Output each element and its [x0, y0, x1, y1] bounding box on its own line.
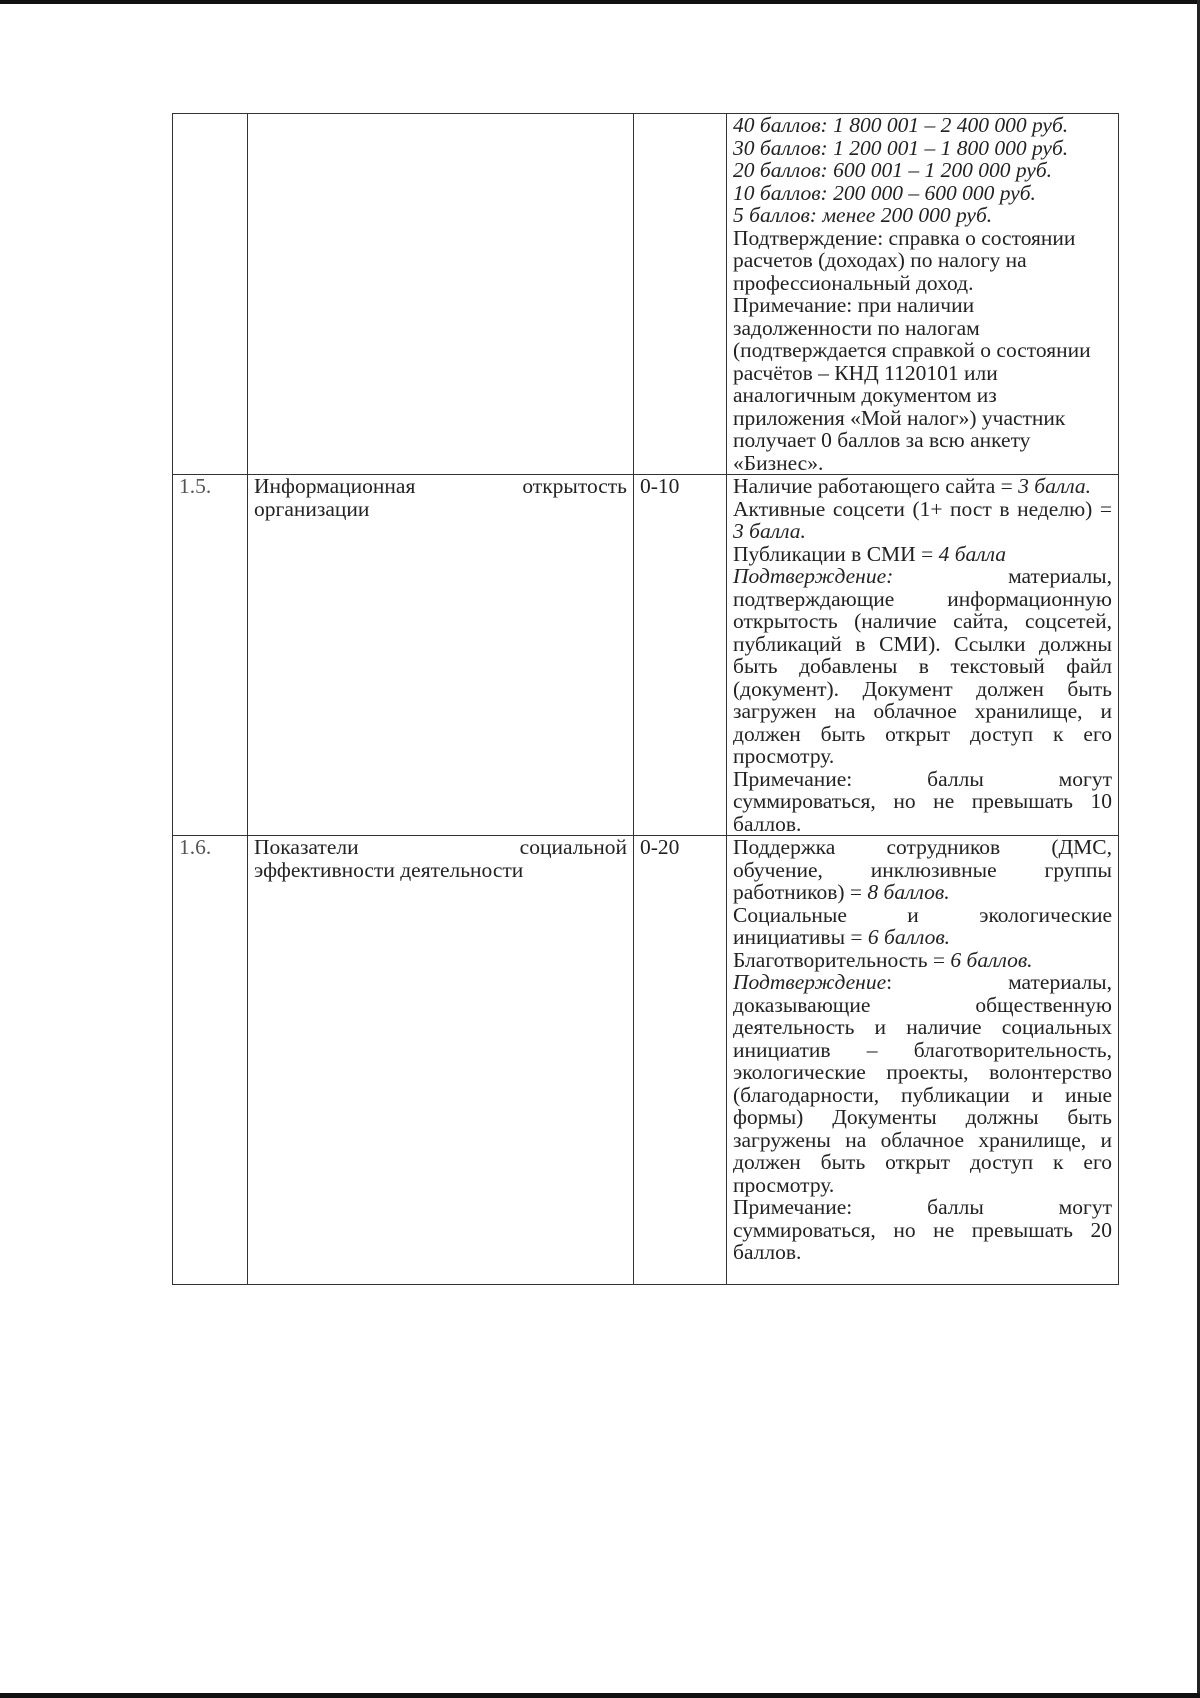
- table-row: [173, 475, 1119, 836]
- detail-item: Публикации в СМИ = 4 балла: [733, 541, 1007, 566]
- criterion-cell: [248, 114, 634, 475]
- score-tier: 20 баллов: 600 001 – 1 200 000 руб.: [733, 158, 1053, 182]
- table-row: [173, 836, 1119, 1285]
- confirmation-text: Подтверждение: материалы, подтверждающие информационную открытость (наличие сайта, соцсетей, публикаций в СМИ). Ссылки должны быть добавлены в текстовый файл (документ). Документ должен быть загружен на облачное хранилище, и должен быть открыт доступ к его просмотру.: [733, 564, 1112, 768]
- score-range: 0-10: [634, 475, 727, 836]
- table-row: [173, 114, 1119, 475]
- detail-item: Активные соцсети (1+ пост в неделю) = 3 балла.: [733, 496, 1112, 543]
- detail-item: Социальные и экологические инициативы = 6 баллов.: [733, 902, 1112, 949]
- criterion-line: Информационная открытость: [254, 474, 627, 498]
- note-text: Примечание: при наличии задолженности по налогам (подтверждается справкой о состоянии расчётов – КНД 1120101 или аналогичным документом из приложения «Мой налог») участник получает 0 баллов за всю анкету «Бизнес».: [733, 293, 1091, 475]
- row-number: [173, 114, 248, 475]
- detail-item: Наличие работающего сайта = 3 балла.: [733, 474, 1091, 498]
- row-number: 1.5.: [173, 475, 248, 836]
- score-tier: 10 баллов: 200 000 – 600 000 руб.: [733, 180, 1036, 205]
- detail-item: Благотворительность = 6 баллов.: [733, 947, 1033, 972]
- criterion-cell: [248, 836, 634, 1285]
- score-range: 0-20: [634, 836, 727, 1285]
- criterion-cell: [248, 475, 634, 836]
- details-cell: [727, 475, 1119, 836]
- confirmation-text: Подтверждение: материалы, доказывающие общественную деятельность и наличие социальных инициатив – благотворительность, экологические проекты, волонтерство (благодарности, публикации и иные формы) Документы должны быть загружены на облачное хранилище, и должен быть открыт доступ к его просмотру.: [733, 970, 1112, 1197]
- criterion-line: организации: [254, 496, 370, 521]
- criterion-line: эффективности деятельности: [254, 857, 524, 882]
- confirmation-text: Подтверждение: справка о состоянии расчетов (доходах) по налогу на профессиональный доход.: [733, 225, 1076, 295]
- details-cell: [727, 836, 1119, 1285]
- detail-item: Поддержка сотрудников (ДМС, обучение, инклюзивные группы работников) = 8 баллов.: [733, 835, 1112, 904]
- row-number: 1.6.: [173, 836, 248, 1285]
- score-range: [634, 114, 727, 475]
- score-tier: 5 баллов: менее 200 000 руб.: [733, 203, 993, 227]
- note-text: Примечание: баллы могут суммироваться, но не превышать 20 баллов.: [733, 1195, 1112, 1264]
- score-tier: 30 баллов: 1 200 001 – 1 800 000 руб.: [733, 135, 1069, 160]
- criteria-table: [172, 113, 1119, 1285]
- score-tier: 40 баллов: 1 800 001 – 2 400 000 руб.: [733, 113, 1069, 137]
- cell-bottom-space: [733, 1264, 1112, 1284]
- details-cell: [727, 114, 1119, 475]
- criterion-line: Показатели социальной: [254, 835, 627, 859]
- scan-edge-top: [0, 0, 1200, 4]
- scan-edge-bottom: [0, 1693, 1200, 1698]
- note-text: Примечание: баллы могут суммироваться, но не превышать 10 баллов.: [733, 766, 1112, 836]
